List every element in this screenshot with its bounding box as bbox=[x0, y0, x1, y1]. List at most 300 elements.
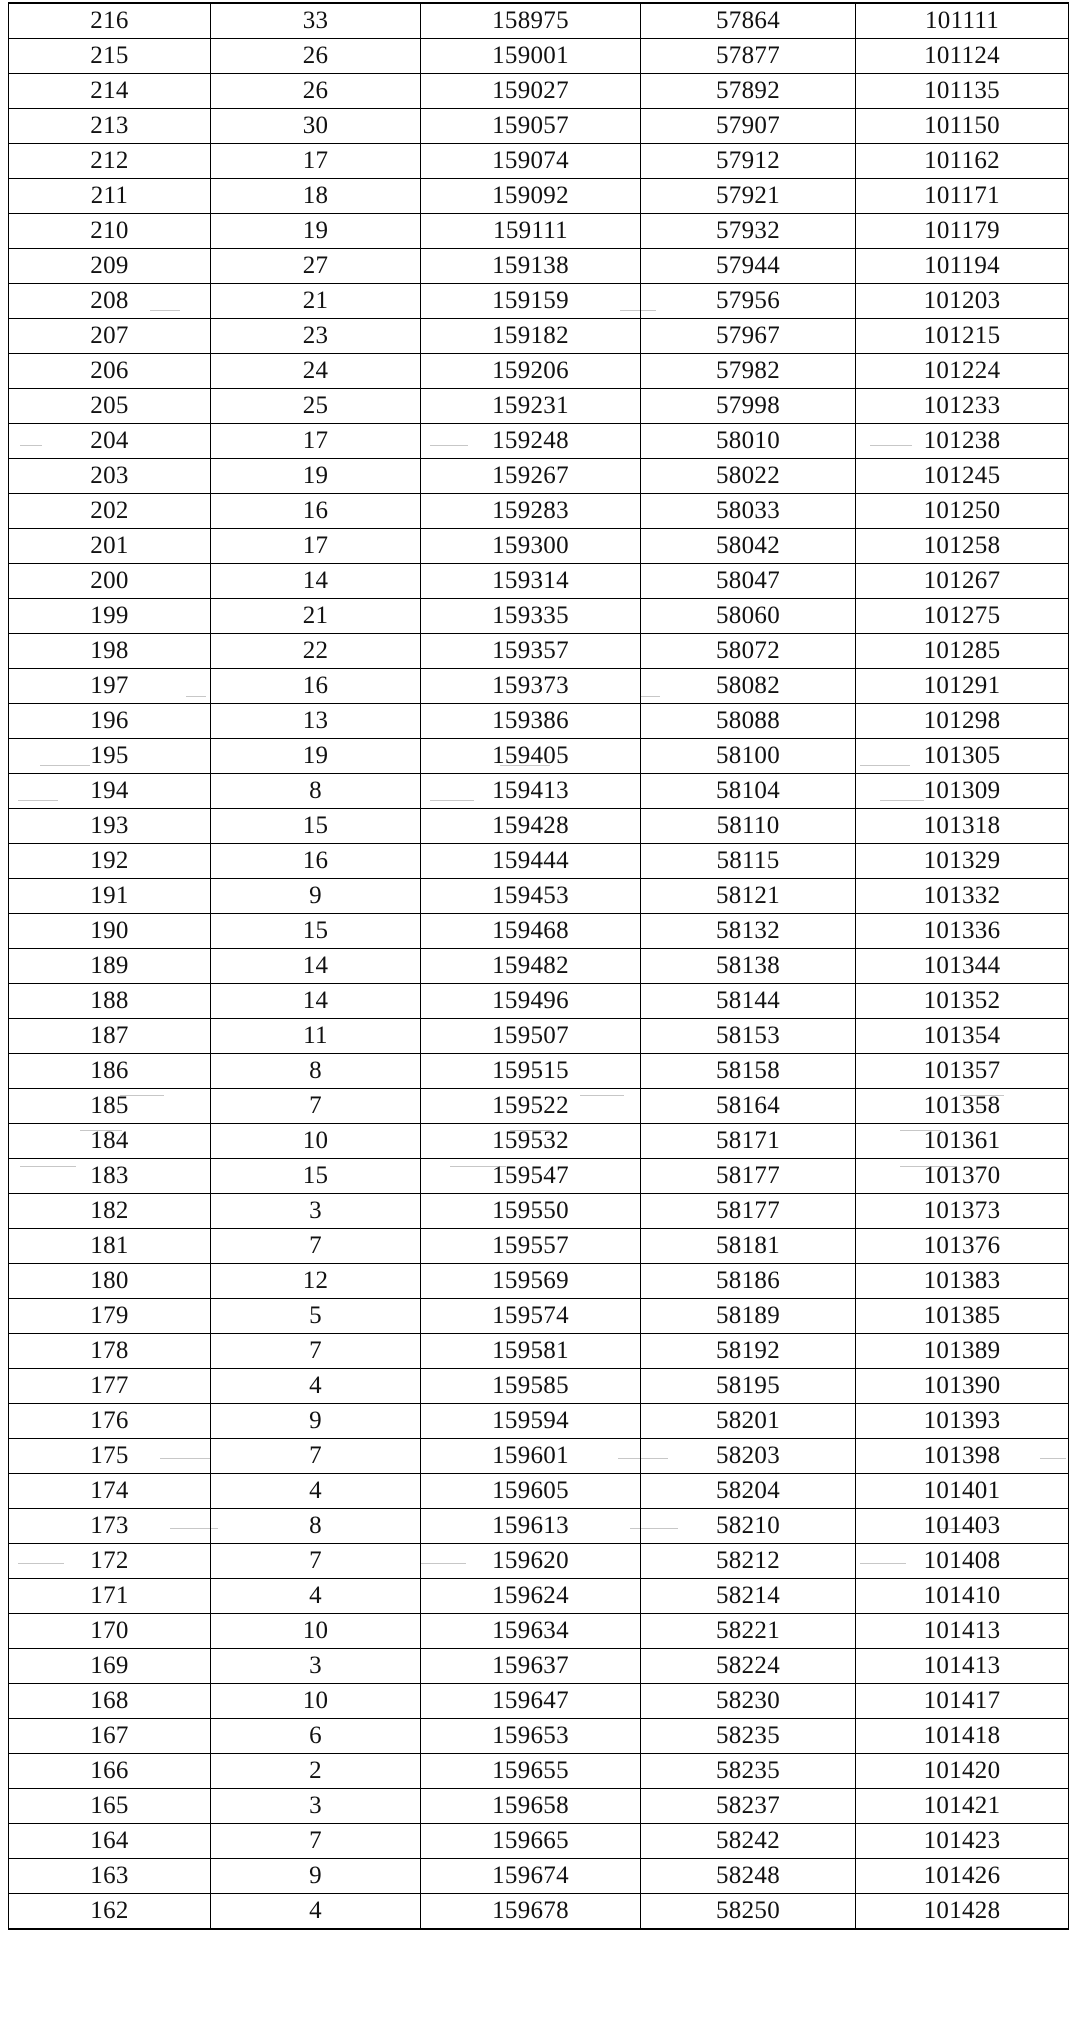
table-row bbox=[9, 1859, 1069, 1894]
table-row bbox=[9, 249, 1069, 284]
cell-count: 27 bbox=[211, 249, 421, 284]
cell-cumulative_c: 101393 bbox=[856, 1404, 1069, 1439]
cell-count: 7 bbox=[211, 1824, 421, 1859]
cell-cumulative_c: 101275 bbox=[856, 599, 1069, 634]
cell-count: 17 bbox=[211, 424, 421, 459]
cell-cumulative_b: 58115 bbox=[641, 844, 856, 879]
cell-cumulative_c: 101426 bbox=[856, 1859, 1069, 1894]
cell-score: 197 bbox=[9, 669, 211, 704]
cell-score: 196 bbox=[9, 704, 211, 739]
cell-count: 8 bbox=[211, 774, 421, 809]
cell-cumulative_c: 101376 bbox=[856, 1229, 1069, 1264]
cell-cumulative_c: 101413 bbox=[856, 1614, 1069, 1649]
cell-cumulative_c: 101124 bbox=[856, 39, 1069, 74]
cell-count: 17 bbox=[211, 144, 421, 179]
cell-count: 24 bbox=[211, 354, 421, 389]
table-row bbox=[9, 599, 1069, 634]
cell-count: 14 bbox=[211, 984, 421, 1019]
cell-cumulative_total: 159413 bbox=[421, 774, 641, 809]
cell-cumulative_b: 58221 bbox=[641, 1614, 856, 1649]
table-row bbox=[9, 1369, 1069, 1404]
cell-cumulative_total: 159206 bbox=[421, 354, 641, 389]
cell-count: 14 bbox=[211, 949, 421, 984]
cell-cumulative_b: 58010 bbox=[641, 424, 856, 459]
cell-cumulative_c: 101336 bbox=[856, 914, 1069, 949]
cell-cumulative_c: 101361 bbox=[856, 1124, 1069, 1159]
cell-cumulative_b: 58138 bbox=[641, 949, 856, 984]
cell-count: 16 bbox=[211, 494, 421, 529]
cell-cumulative_c: 101150 bbox=[856, 109, 1069, 144]
cell-score: 178 bbox=[9, 1334, 211, 1369]
table-row bbox=[9, 1474, 1069, 1509]
table-row bbox=[9, 3, 1069, 39]
cell-cumulative_c: 101111 bbox=[856, 3, 1069, 39]
cell-count: 11 bbox=[211, 1019, 421, 1054]
cell-cumulative_total: 159574 bbox=[421, 1299, 641, 1334]
cell-cumulative_c: 101421 bbox=[856, 1789, 1069, 1824]
table-row bbox=[9, 844, 1069, 879]
cell-cumulative_c: 101233 bbox=[856, 389, 1069, 424]
cell-count: 16 bbox=[211, 844, 421, 879]
cell-cumulative_c: 101285 bbox=[856, 634, 1069, 669]
cell-cumulative_b: 58121 bbox=[641, 879, 856, 914]
cell-count: 9 bbox=[211, 1859, 421, 1894]
cell-count: 26 bbox=[211, 39, 421, 74]
cell-cumulative_total: 159620 bbox=[421, 1544, 641, 1579]
cell-cumulative_c: 101418 bbox=[856, 1719, 1069, 1754]
table-row bbox=[9, 1089, 1069, 1124]
cell-cumulative_total: 159300 bbox=[421, 529, 641, 564]
cell-cumulative_b: 58060 bbox=[641, 599, 856, 634]
cell-score: 213 bbox=[9, 109, 211, 144]
cell-cumulative_b: 58181 bbox=[641, 1229, 856, 1264]
cell-cumulative_total: 159314 bbox=[421, 564, 641, 599]
cell-cumulative_b: 58153 bbox=[641, 1019, 856, 1054]
cell-score: 180 bbox=[9, 1264, 211, 1299]
cell-cumulative_total: 159283 bbox=[421, 494, 641, 529]
cell-score: 172 bbox=[9, 1544, 211, 1579]
cell-score: 166 bbox=[9, 1754, 211, 1789]
cell-count: 4 bbox=[211, 1894, 421, 1930]
cell-cumulative_c: 101398 bbox=[856, 1439, 1069, 1474]
cell-count: 15 bbox=[211, 914, 421, 949]
cell-count: 7 bbox=[211, 1229, 421, 1264]
score-table-container bbox=[8, 2, 1068, 1930]
cell-count: 6 bbox=[211, 1719, 421, 1754]
cell-score: 193 bbox=[9, 809, 211, 844]
cell-cumulative_total: 159092 bbox=[421, 179, 641, 214]
cell-count: 23 bbox=[211, 319, 421, 354]
cell-cumulative_c: 101417 bbox=[856, 1684, 1069, 1719]
cell-cumulative_b: 58100 bbox=[641, 739, 856, 774]
cell-cumulative_total: 159057 bbox=[421, 109, 641, 144]
cell-cumulative_total: 159605 bbox=[421, 1474, 641, 1509]
table-row bbox=[9, 704, 1069, 739]
cell-score: 187 bbox=[9, 1019, 211, 1054]
cell-cumulative_b: 57932 bbox=[641, 214, 856, 249]
cell-score: 173 bbox=[9, 1509, 211, 1544]
cell-cumulative_b: 58177 bbox=[641, 1159, 856, 1194]
table-row bbox=[9, 669, 1069, 704]
cell-count: 10 bbox=[211, 1684, 421, 1719]
table-row bbox=[9, 1229, 1069, 1264]
cell-score: 211 bbox=[9, 179, 211, 214]
cell-cumulative_total: 159601 bbox=[421, 1439, 641, 1474]
table-row bbox=[9, 529, 1069, 564]
cell-cumulative_total: 159496 bbox=[421, 984, 641, 1019]
cell-score: 168 bbox=[9, 1684, 211, 1719]
cell-cumulative_b: 58144 bbox=[641, 984, 856, 1019]
cell-cumulative_c: 101358 bbox=[856, 1089, 1069, 1124]
table-row bbox=[9, 739, 1069, 774]
cell-cumulative_total: 159453 bbox=[421, 879, 641, 914]
table-row bbox=[9, 1264, 1069, 1299]
cell-score: 162 bbox=[9, 1894, 211, 1930]
cell-count: 7 bbox=[211, 1544, 421, 1579]
table-row bbox=[9, 494, 1069, 529]
table-row bbox=[9, 39, 1069, 74]
cell-count: 7 bbox=[211, 1439, 421, 1474]
cell-count: 5 bbox=[211, 1299, 421, 1334]
cell-cumulative_b: 57912 bbox=[641, 144, 856, 179]
cell-cumulative_total: 159248 bbox=[421, 424, 641, 459]
cell-cumulative_b: 58047 bbox=[641, 564, 856, 599]
cell-cumulative_b: 58230 bbox=[641, 1684, 856, 1719]
cell-cumulative_b: 58072 bbox=[641, 634, 856, 669]
cell-score: 208 bbox=[9, 284, 211, 319]
cell-count: 3 bbox=[211, 1194, 421, 1229]
cell-cumulative_b: 58158 bbox=[641, 1054, 856, 1089]
cell-count: 33 bbox=[211, 3, 421, 39]
cell-score: 190 bbox=[9, 914, 211, 949]
cell-cumulative_b: 57956 bbox=[641, 284, 856, 319]
cell-cumulative_c: 101354 bbox=[856, 1019, 1069, 1054]
cell-cumulative_b: 58203 bbox=[641, 1439, 856, 1474]
table-row bbox=[9, 1789, 1069, 1824]
cell-score: 171 bbox=[9, 1579, 211, 1614]
cell-score: 183 bbox=[9, 1159, 211, 1194]
table-row bbox=[9, 984, 1069, 1019]
cell-cumulative_c: 101238 bbox=[856, 424, 1069, 459]
cell-cumulative_b: 58242 bbox=[641, 1824, 856, 1859]
table-row bbox=[9, 1509, 1069, 1544]
cell-cumulative_total: 159585 bbox=[421, 1369, 641, 1404]
cell-cumulative_total: 159613 bbox=[421, 1509, 641, 1544]
cell-count: 14 bbox=[211, 564, 421, 599]
cell-score: 181 bbox=[9, 1229, 211, 1264]
cell-count: 19 bbox=[211, 459, 421, 494]
cell-score: 175 bbox=[9, 1439, 211, 1474]
cell-cumulative_c: 101389 bbox=[856, 1334, 1069, 1369]
table-row bbox=[9, 1019, 1069, 1054]
cell-cumulative_b: 57864 bbox=[641, 3, 856, 39]
score-distribution-table bbox=[8, 2, 1069, 1930]
cell-cumulative_c: 101410 bbox=[856, 1579, 1069, 1614]
cell-cumulative_total: 159515 bbox=[421, 1054, 641, 1089]
cell-score: 163 bbox=[9, 1859, 211, 1894]
cell-cumulative_b: 58201 bbox=[641, 1404, 856, 1439]
cell-cumulative_c: 101413 bbox=[856, 1649, 1069, 1684]
cell-count: 19 bbox=[211, 739, 421, 774]
table-row bbox=[9, 1684, 1069, 1719]
cell-cumulative_total: 159231 bbox=[421, 389, 641, 424]
cell-score: 204 bbox=[9, 424, 211, 459]
table-row bbox=[9, 1159, 1069, 1194]
cell-cumulative_total: 159111 bbox=[421, 214, 641, 249]
cell-score: 209 bbox=[9, 249, 211, 284]
cell-cumulative_total: 159182 bbox=[421, 319, 641, 354]
cell-cumulative_total: 159335 bbox=[421, 599, 641, 634]
cell-cumulative_total: 159569 bbox=[421, 1264, 641, 1299]
table-row bbox=[9, 634, 1069, 669]
cell-count: 17 bbox=[211, 529, 421, 564]
cell-cumulative_total: 159678 bbox=[421, 1894, 641, 1930]
cell-cumulative_c: 101383 bbox=[856, 1264, 1069, 1299]
cell-cumulative_c: 101401 bbox=[856, 1474, 1069, 1509]
table-row bbox=[9, 1894, 1069, 1930]
cell-count: 4 bbox=[211, 1369, 421, 1404]
cell-cumulative_total: 159444 bbox=[421, 844, 641, 879]
table-body bbox=[9, 3, 1069, 1929]
cell-cumulative_b: 58210 bbox=[641, 1509, 856, 1544]
cell-count: 9 bbox=[211, 879, 421, 914]
cell-score: 203 bbox=[9, 459, 211, 494]
cell-cumulative_c: 101203 bbox=[856, 284, 1069, 319]
cell-score: 210 bbox=[9, 214, 211, 249]
table-row bbox=[9, 1544, 1069, 1579]
cell-count: 16 bbox=[211, 669, 421, 704]
cell-cumulative_total: 159522 bbox=[421, 1089, 641, 1124]
table-row bbox=[9, 74, 1069, 109]
cell-cumulative_c: 101318 bbox=[856, 809, 1069, 844]
table-row bbox=[9, 1334, 1069, 1369]
cell-score: 177 bbox=[9, 1369, 211, 1404]
cell-cumulative_total: 159001 bbox=[421, 39, 641, 74]
table-row bbox=[9, 354, 1069, 389]
cell-cumulative_b: 57982 bbox=[641, 354, 856, 389]
cell-cumulative_b: 57921 bbox=[641, 179, 856, 214]
cell-count: 12 bbox=[211, 1264, 421, 1299]
cell-score: 200 bbox=[9, 564, 211, 599]
cell-cumulative_b: 58204 bbox=[641, 1474, 856, 1509]
cell-cumulative_total: 159655 bbox=[421, 1754, 641, 1789]
cell-cumulative_b: 58235 bbox=[641, 1719, 856, 1754]
cell-score: 214 bbox=[9, 74, 211, 109]
table-row bbox=[9, 319, 1069, 354]
cell-cumulative_c: 101352 bbox=[856, 984, 1069, 1019]
cell-cumulative_c: 101370 bbox=[856, 1159, 1069, 1194]
table-row bbox=[9, 1299, 1069, 1334]
table-row bbox=[9, 879, 1069, 914]
cell-cumulative_c: 101305 bbox=[856, 739, 1069, 774]
cell-count: 19 bbox=[211, 214, 421, 249]
cell-cumulative_total: 159027 bbox=[421, 74, 641, 109]
cell-score: 185 bbox=[9, 1089, 211, 1124]
table-row bbox=[9, 1054, 1069, 1089]
cell-cumulative_b: 57877 bbox=[641, 39, 856, 74]
table-row bbox=[9, 1124, 1069, 1159]
cell-cumulative_total: 159159 bbox=[421, 284, 641, 319]
table-row bbox=[9, 1579, 1069, 1614]
cell-cumulative_c: 101162 bbox=[856, 144, 1069, 179]
cell-cumulative_b: 58088 bbox=[641, 704, 856, 739]
cell-cumulative_total: 159637 bbox=[421, 1649, 641, 1684]
cell-score: 201 bbox=[9, 529, 211, 564]
cell-cumulative_c: 101250 bbox=[856, 494, 1069, 529]
cell-cumulative_c: 101373 bbox=[856, 1194, 1069, 1229]
cell-cumulative_total: 159267 bbox=[421, 459, 641, 494]
cell-cumulative_total: 159138 bbox=[421, 249, 641, 284]
table-row bbox=[9, 109, 1069, 144]
cell-cumulative_b: 58042 bbox=[641, 529, 856, 564]
cell-score: 169 bbox=[9, 1649, 211, 1684]
cell-count: 10 bbox=[211, 1614, 421, 1649]
cell-cumulative_c: 101332 bbox=[856, 879, 1069, 914]
cell-score: 192 bbox=[9, 844, 211, 879]
cell-score: 176 bbox=[9, 1404, 211, 1439]
cell-cumulative_c: 101423 bbox=[856, 1824, 1069, 1859]
cell-cumulative_c: 101403 bbox=[856, 1509, 1069, 1544]
table-row bbox=[9, 1614, 1069, 1649]
table-row bbox=[9, 1194, 1069, 1229]
table-row bbox=[9, 424, 1069, 459]
cell-count: 9 bbox=[211, 1404, 421, 1439]
cell-count: 25 bbox=[211, 389, 421, 424]
cell-cumulative_b: 58186 bbox=[641, 1264, 856, 1299]
cell-score: 184 bbox=[9, 1124, 211, 1159]
cell-score: 206 bbox=[9, 354, 211, 389]
cell-score: 174 bbox=[9, 1474, 211, 1509]
cell-cumulative_b: 58189 bbox=[641, 1299, 856, 1334]
cell-score: 186 bbox=[9, 1054, 211, 1089]
cell-count: 13 bbox=[211, 704, 421, 739]
cell-cumulative_total: 159581 bbox=[421, 1334, 641, 1369]
cell-score: 164 bbox=[9, 1824, 211, 1859]
cell-cumulative_c: 101298 bbox=[856, 704, 1069, 739]
cell-cumulative_c: 101194 bbox=[856, 249, 1069, 284]
table-row bbox=[9, 1754, 1069, 1789]
cell-cumulative_b: 58082 bbox=[641, 669, 856, 704]
cell-cumulative_b: 57944 bbox=[641, 249, 856, 284]
table-row bbox=[9, 144, 1069, 179]
cell-cumulative_b: 57907 bbox=[641, 109, 856, 144]
cell-count: 3 bbox=[211, 1649, 421, 1684]
cell-cumulative_c: 101428 bbox=[856, 1894, 1069, 1930]
table-row bbox=[9, 284, 1069, 319]
cell-cumulative_b: 58022 bbox=[641, 459, 856, 494]
cell-cumulative_b: 58104 bbox=[641, 774, 856, 809]
table-row bbox=[9, 179, 1069, 214]
table-row bbox=[9, 774, 1069, 809]
table-row bbox=[9, 1649, 1069, 1684]
cell-cumulative_b: 58033 bbox=[641, 494, 856, 529]
cell-count: 26 bbox=[211, 74, 421, 109]
cell-count: 21 bbox=[211, 284, 421, 319]
cell-cumulative_total: 159647 bbox=[421, 1684, 641, 1719]
cell-score: 188 bbox=[9, 984, 211, 1019]
cell-cumulative_b: 58195 bbox=[641, 1369, 856, 1404]
cell-cumulative_c: 101171 bbox=[856, 179, 1069, 214]
cell-cumulative_total: 159482 bbox=[421, 949, 641, 984]
table-row bbox=[9, 389, 1069, 424]
cell-cumulative_total: 158975 bbox=[421, 3, 641, 39]
cell-cumulative_b: 58237 bbox=[641, 1789, 856, 1824]
cell-count: 7 bbox=[211, 1334, 421, 1369]
cell-cumulative_c: 101309 bbox=[856, 774, 1069, 809]
cell-cumulative_b: 58177 bbox=[641, 1194, 856, 1229]
cell-cumulative_c: 101267 bbox=[856, 564, 1069, 599]
cell-count: 3 bbox=[211, 1789, 421, 1824]
cell-cumulative_c: 101291 bbox=[856, 669, 1069, 704]
table-row bbox=[9, 1719, 1069, 1754]
cell-count: 21 bbox=[211, 599, 421, 634]
cell-cumulative_total: 159665 bbox=[421, 1824, 641, 1859]
cell-cumulative_c: 101245 bbox=[856, 459, 1069, 494]
cell-cumulative_c: 101329 bbox=[856, 844, 1069, 879]
cell-cumulative_b: 58235 bbox=[641, 1754, 856, 1789]
cell-score: 191 bbox=[9, 879, 211, 914]
cell-cumulative_total: 159594 bbox=[421, 1404, 641, 1439]
cell-score: 198 bbox=[9, 634, 211, 669]
cell-cumulative_total: 159653 bbox=[421, 1719, 641, 1754]
cell-cumulative_total: 159674 bbox=[421, 1859, 641, 1894]
cell-count: 18 bbox=[211, 179, 421, 214]
cell-cumulative_b: 57967 bbox=[641, 319, 856, 354]
cell-count: 4 bbox=[211, 1579, 421, 1614]
table-row bbox=[9, 214, 1069, 249]
cell-cumulative_b: 58110 bbox=[641, 809, 856, 844]
table-row bbox=[9, 949, 1069, 984]
cell-cumulative_b: 58164 bbox=[641, 1089, 856, 1124]
cell-count: 4 bbox=[211, 1474, 421, 1509]
cell-cumulative_c: 101357 bbox=[856, 1054, 1069, 1089]
cell-cumulative_total: 159468 bbox=[421, 914, 641, 949]
cell-count: 7 bbox=[211, 1089, 421, 1124]
cell-count: 8 bbox=[211, 1054, 421, 1089]
cell-count: 10 bbox=[211, 1124, 421, 1159]
cell-cumulative_total: 159507 bbox=[421, 1019, 641, 1054]
cell-cumulative_total: 159550 bbox=[421, 1194, 641, 1229]
cell-score: 167 bbox=[9, 1719, 211, 1754]
cell-score: 205 bbox=[9, 389, 211, 424]
cell-cumulative_total: 159624 bbox=[421, 1579, 641, 1614]
cell-score: 189 bbox=[9, 949, 211, 984]
table-row bbox=[9, 809, 1069, 844]
cell-cumulative_c: 101179 bbox=[856, 214, 1069, 249]
cell-cumulative_c: 101344 bbox=[856, 949, 1069, 984]
cell-cumulative_c: 101420 bbox=[856, 1754, 1069, 1789]
table-row bbox=[9, 459, 1069, 494]
cell-count: 15 bbox=[211, 809, 421, 844]
cell-cumulative_c: 101135 bbox=[856, 74, 1069, 109]
cell-score: 207 bbox=[9, 319, 211, 354]
cell-cumulative_total: 159547 bbox=[421, 1159, 641, 1194]
cell-cumulative_total: 159386 bbox=[421, 704, 641, 739]
cell-cumulative_b: 57998 bbox=[641, 389, 856, 424]
cell-cumulative_total: 159373 bbox=[421, 669, 641, 704]
table-row bbox=[9, 1824, 1069, 1859]
cell-cumulative_c: 101385 bbox=[856, 1299, 1069, 1334]
cell-cumulative_c: 101215 bbox=[856, 319, 1069, 354]
table-row bbox=[9, 914, 1069, 949]
cell-cumulative_b: 58248 bbox=[641, 1859, 856, 1894]
cell-cumulative_b: 58132 bbox=[641, 914, 856, 949]
cell-cumulative_b: 58224 bbox=[641, 1649, 856, 1684]
table-row bbox=[9, 1439, 1069, 1474]
cell-cumulative_total: 159074 bbox=[421, 144, 641, 179]
cell-cumulative_b: 58214 bbox=[641, 1579, 856, 1614]
cell-count: 15 bbox=[211, 1159, 421, 1194]
